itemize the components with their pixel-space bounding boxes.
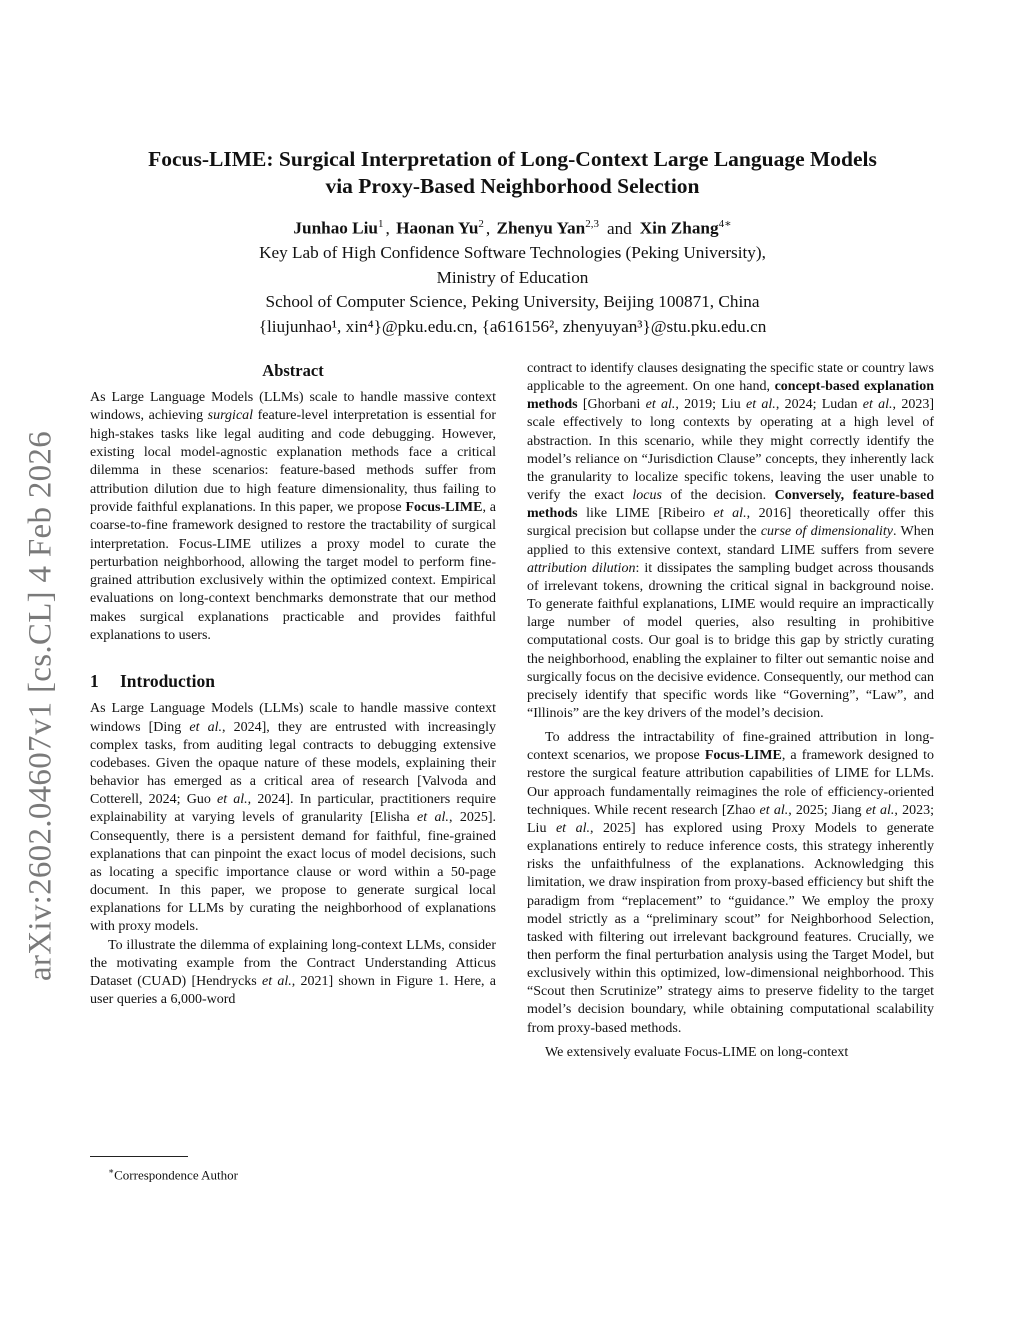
left-column <box>90 360 496 1009</box>
intro-paragraph: To illustrate the dilemma of explaining long-context LLMs, consider the motivating example from the Contract Understanding Atticus Dataset (CUAD) [Hendrycks et al., 2021] shown in Figure 1. Here, a user queries a 6,000-word <box>90 937 496 1007</box>
author-affiliation-mark: 1 <box>377 218 384 230</box>
body-paragraph: contract to identify clauses designating the specific state or country laws applicable to the agreement. On one hand, concept-based explanation methods [Ghorbani et al., 2019; Liu et al., 2024; Ludan et al., 2023] scale effectively to long contexts by operating at a high level of abstraction. In this scenario, while they might correctly identify the model’s reliance on “Jurisdiction Clause” concepts, they inherently lack the granularity to localize specific tokens, leaving the user unable to verify the exact locus of the decision. Conversely, feature-based methods like LIME [Ribeiro et al., 2016] theoretically offer this surgical precision but collapse under the curse of dimensionality. When applied to this extensive context, standard LIME suffers from severe attribution dilution: it dissipates the sampling budget across thousands of irrelevant tokens, drowning the critical signal in background noise. To generate faithful explanations, LIME would require an impractically large number of model queries, also resulting in prohibitive computational costs. Our goal is to bridge this gap by strictly curating the neighborhood, enabling the explainer to filter out semantic noise and surgically focus on the decisive evidence. Consequently, our method can precisely identify that specific words like “Governing”, “Law”, and “Illinois” are the key drivers of the model’s decision. <box>527 361 935 721</box>
abstract-heading: Abstract <box>262 361 324 380</box>
abstract-text: As Large Language Models (LLMs) scale to handle massive context windows, achieving surgical feature-level interpretation is essential for high-stakes tasks like legal auditing and code debugging. However, existing local model-agnostic explanation methods face a critical dilemma in these scenarios: feature-based methods suffer from attribution dilution due to high feature dimensionality, thus failing to provide faithful explanations. In this paper, we propose Focus-LIME, a coarse-to-fine framework designed to restore the tractability of surgical interpretation. Focus-LIME utilizes a proxy model to curate the perturbation neighborhood, allowing the target model to perform fine-grained attribution exclusively within the optimized context. Empirical evaluations on long-context benchmarks demonstrate that our method makes surgical explanations practicable and provides faithful explanations to users. <box>90 390 497 644</box>
arxiv-identifier-text: arXiv:2602.04607v1 [cs.CL] 4 Feb 2026 <box>22 430 59 982</box>
author-name: Xin Zhang <box>639 218 719 238</box>
section-number: 1 <box>90 671 99 692</box>
right-column <box>527 360 934 1062</box>
author-affiliation-mark: 2 <box>478 218 484 230</box>
title-line-2: via Proxy-Based Neighborhood Selection <box>325 174 700 198</box>
affiliation-line: Ministry of Education <box>436 267 589 287</box>
author-affiliation-mark: 4∗ <box>718 218 732 230</box>
affiliation-line: School of Computer Science, Peking University, Beijing 100871, China <box>265 292 760 312</box>
author-name: Zhenyu Yan <box>496 218 586 238</box>
footnote-rule <box>90 1156 188 1157</box>
body-paragraph: To address the intractability of fine-grained attribution in long-context scenarios, we propose Focus-LIME, a framework designed to restore the surgical feature attribution capabilities of LIME for LLMs. Our approach fundamentally reimagines the role of efficiency-oriented techniques. While recent research [Zhao et al., 2025; Jiang et al., 2023; Liu et al., 2025] has explored using Proxy Models to generate explanations entirely to reduce inference costs, this strategy inherently risks the unfaithfulness of the explanations. Acknowledging this limitation, we draw inspiration from proxy-based efficiency but shift the paradigm from “replacement” to “guidance.” We employ the proxy model strictly as a “preliminary scout” for Neighborhood Selection, tasked with filtering out irrelevant background features. Crucially, we then perform the final perturbation analysis using the Target Model, but exclusively within this optimized, low-dimensional neighborhood. This “Scout then Scrutinize” strategy aims to preserve fidelity to the target model’s decision boundary, while obtaining computational scalability from proxy-based methods. <box>527 730 935 1036</box>
footnote-mark: ∗ <box>108 1166 115 1176</box>
arxiv-identifier <box>8 380 74 1032</box>
author-conjunction: and <box>606 218 632 238</box>
author-affiliation-mark: 2,3 <box>585 218 599 230</box>
intro-paragraph: As Large Language Models (LLMs) scale to handle massive context windows [Ding et al., 2024], they are entrusted with increasingly complex tasks, from auditing legal contracts to debugging extensive codebases. Given the opaque nature of these models, explaining their behavior has emerged as a critical area of research [Valvoda and Cotterell, 2024; Guo et al., 2024]. In particular, practitioners require explainability at varying levels of granularity [Elisha et al., 2025]. Consequently, there is a persistent demand for faithful, fine-grained explanations that can pinpoint the exact locus of model decisions, such as locating a specific importance clause or word within a 50-page document. In this paper, we propose to generate surgical local explanations for LLMs by curating the neighborhood of explanations with proxy models. <box>90 701 497 935</box>
body-paragraph: We extensively evaluate Focus-LIME on long-context <box>545 1044 849 1060</box>
paper-title <box>90 146 935 200</box>
affiliation-line: Key Lab of High Confidence Software Technologies (Peking University), <box>259 243 766 263</box>
author-block <box>90 212 935 339</box>
author-emails: {liujunhao¹, xin⁴}@pku.edu.cn, {a616156², zhenyuyan³}@stu.pku.edu.cn <box>258 316 767 336</box>
section-heading-introduction <box>90 672 496 690</box>
footnote-text: Correspondence Author <box>114 1167 238 1183</box>
author-list: Junhao Liu$^1$ , Haonan Yu$^2$ , Zhenyu Yan$^{2,3}$ and Xin Zhang$^{4∗}$ <box>293 218 732 238</box>
author-name: Haonan Yu <box>396 218 479 238</box>
author-name: Junhao Liu <box>293 218 378 238</box>
section-title: Introduction <box>120 671 215 692</box>
title-line-1: Focus-LIME: Surgical Interpretation of Long-Context Large Language Models <box>148 147 877 171</box>
footnote <box>90 1156 496 1183</box>
